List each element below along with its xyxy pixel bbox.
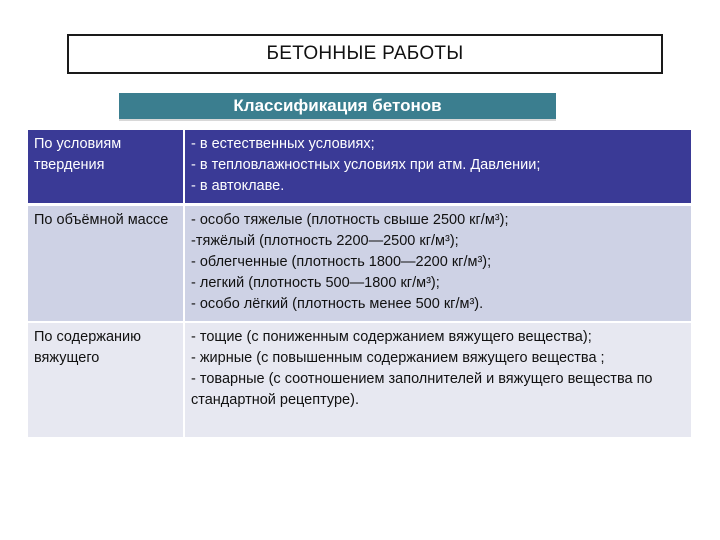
- list-item: - особо лёгкий (плотность менее 500 кг/м³).: [191, 296, 484, 312]
- list-item: - тощие (с пониженным содержанием вяжущего вещества);: [191, 329, 592, 345]
- row-label: По объёмной массе: [28, 205, 184, 323]
- list-item: - жирные (с повышенным содержанием вяжущего вещества ;: [191, 350, 605, 366]
- table-row: [28, 130, 691, 205]
- row-content: [184, 130, 691, 205]
- page-title: БЕТОННЫЕ РАБОТЫ: [67, 34, 663, 74]
- list-item: - товарные (с соотношением заполнителей и вяжущего вещества по стандартной рецептуре).: [191, 371, 653, 408]
- row-label: По содержанию вяжущего: [28, 322, 184, 437]
- list-item: - легкий (плотность 500—1800 кг/м³);: [191, 275, 440, 291]
- list-item: - в естественных условиях;: [191, 136, 375, 152]
- list-item: -тяжёлый (плотность 2200—2500 кг/м³);: [191, 233, 459, 249]
- list-item: - облегченные (плотность 1800—2200 кг/м³);: [191, 254, 492, 270]
- classification-table: [28, 130, 691, 437]
- table-row: [28, 205, 691, 323]
- row-content: [184, 205, 691, 323]
- list-item: - в тепловлажностных условиях при атм. Давлении;: [191, 157, 541, 173]
- table-row: [28, 322, 691, 437]
- list-item: - в автоклаве.: [191, 178, 285, 194]
- row-content: [184, 322, 691, 437]
- row-label: По условиям твердения: [28, 130, 184, 205]
- section-subtitle: Классификация бетонов: [119, 93, 556, 121]
- list-item: - особо тяжелые (плотность свыше 2500 кг/м³);: [191, 212, 509, 228]
